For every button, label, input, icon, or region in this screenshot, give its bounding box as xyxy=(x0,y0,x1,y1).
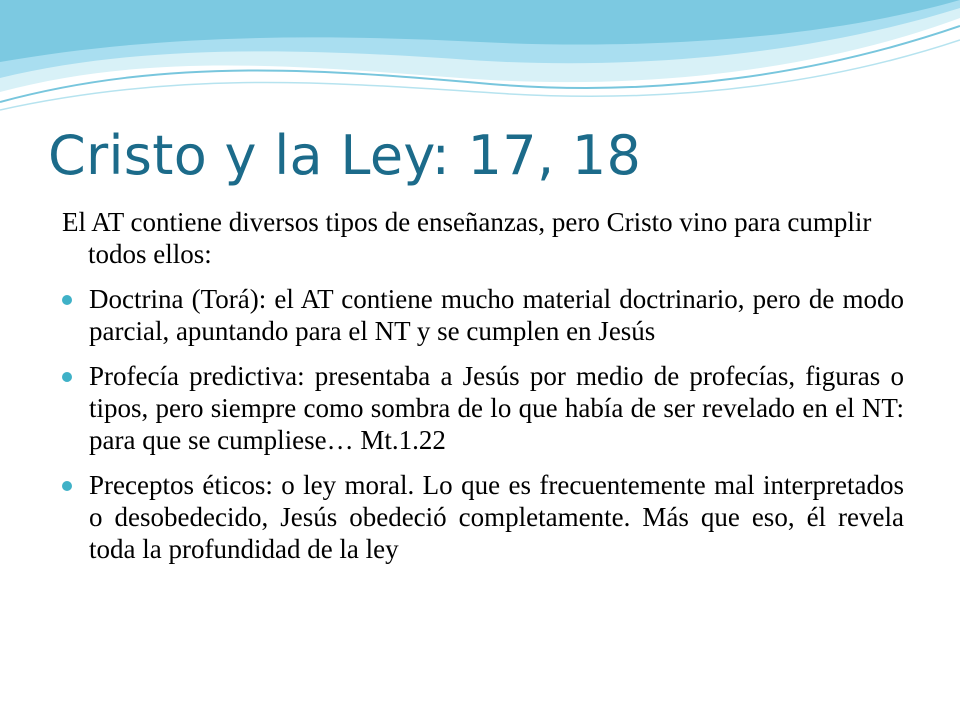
bullet-item-preceptos xyxy=(62,469,904,565)
bullet-text: Doctrina (Torá): el AT contiene mucho material doctrinario, pero de modo parcial, apuntando para el NT y se cumplen en Jesús xyxy=(89,284,904,346)
header-wave-decoration xyxy=(0,0,960,120)
bullet-text: Preceptos éticos: o ley moral. Lo que es frecuentemente mal interpretados o desobedecido, Jesús obedeció completamente. Más que eso, él revela toda la profundidad de la ley xyxy=(89,470,904,564)
bullet-list xyxy=(62,283,904,565)
bullet-text: Profecía predictiva: presentaba a Jesús por medio de profecías, figuras o tipos, pero siempre como sombra de lo que había de ser revelado en el NT: para que se cumpliese… Mt.1.22 xyxy=(89,361,904,455)
intro-text: El AT contiene diversos tipos de enseñanzas, pero Cristo vino para cumplir todos ellos: xyxy=(62,207,872,269)
bullet-dot-icon xyxy=(62,372,72,382)
bullet-item-doctrina xyxy=(62,283,904,347)
bullet-dot-icon xyxy=(62,295,72,305)
bullet-dot-icon xyxy=(62,481,72,491)
slide-title: Cristo y la Ley: 17, 18 xyxy=(48,124,642,187)
slide-body xyxy=(62,206,904,578)
bullet-item-profecia xyxy=(62,360,904,456)
